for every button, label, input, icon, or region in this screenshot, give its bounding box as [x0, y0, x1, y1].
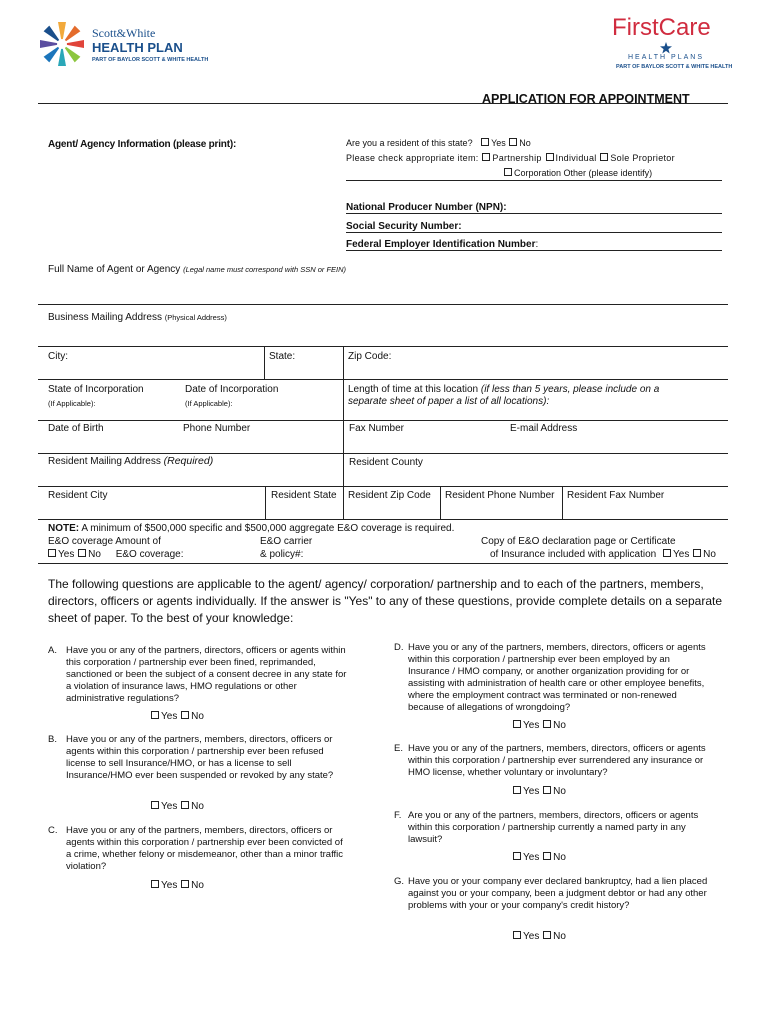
resident-state-label: Resident State [271, 490, 337, 501]
contact-row[interactable] [38, 453, 728, 454]
eo-amount-label: E&O coverage Amount of [48, 536, 161, 547]
note-row [48, 523, 454, 534]
fc-logo-line2: HEALTH PLANS [628, 54, 704, 61]
question-d-yes-label: Yes [523, 720, 540, 731]
sole-proprietor-label: Sole Proprietor [610, 153, 675, 163]
question-g-letter: G. [394, 876, 405, 887]
question-d-answer [512, 720, 566, 731]
resident-no-checkbox[interactable] [509, 138, 517, 146]
resident-city-label: Resident City [48, 490, 108, 501]
question-d-no-label: No [553, 720, 566, 731]
question-b [48, 734, 348, 782]
state-incorp-note: (If Applicable): [48, 399, 96, 408]
question-f-no-checkbox[interactable] [543, 852, 551, 860]
check-item-label: Please check appropriate item: [346, 153, 479, 163]
required-note: (Required) [163, 455, 214, 467]
fein-label: Federal Employer Identification Number [346, 239, 536, 250]
resident-phone-label: Resident Phone Number [445, 490, 555, 501]
question-c [48, 825, 348, 873]
eo-row-rule [38, 563, 728, 564]
business-address-label: Business Mailing Address [48, 312, 162, 323]
individual-checkbox[interactable] [546, 153, 554, 161]
policy-label: & policy#: [260, 549, 304, 560]
partnership-label: Partnership [492, 153, 542, 163]
divider [562, 487, 563, 519]
question-c-answer [150, 880, 204, 891]
copy-eo-no-label: No [703, 549, 716, 560]
page-title: APPLICATION FOR APPOINTMENT [482, 92, 690, 106]
fein-colon: : [535, 239, 539, 250]
question-f-answer [512, 852, 566, 863]
resident-question-text: Are you a resident of this state? [346, 138, 473, 148]
eo-carrier-label: E&O carrier [260, 536, 313, 547]
length-time-block [348, 384, 688, 408]
eo-no-label: No [88, 549, 101, 560]
question-e [394, 743, 714, 779]
question-b-yes-label: Yes [161, 801, 178, 812]
resident-yes-label: Yes [491, 138, 506, 148]
question-a-text: Have you or any of the partners, directors, officers or agents within this corporation / partnership ever been fined, reprimanded, sanctioned or been the subject of a consent decree in any state for a violation of insurance laws, HMO regulations or other administrative regulations? [66, 645, 347, 704]
agent-info-label: Agent/ Agency Information (please print): [48, 139, 237, 150]
question-c-no-label: No [191, 880, 204, 891]
copy-eo-line1: Copy of E&O declaration page or Certificate [481, 536, 676, 547]
question-g [394, 876, 714, 912]
npn-field[interactable] [346, 213, 722, 214]
full-name-field[interactable] [38, 304, 728, 305]
fein-field[interactable] [346, 250, 722, 251]
question-b-yes-checkbox[interactable] [151, 801, 159, 809]
question-f [394, 810, 714, 846]
city-state-zip-row[interactable] [38, 379, 728, 380]
question-e-yes-label: Yes [523, 786, 540, 797]
sw-logo-line2: HEALTH PLAN [92, 40, 183, 55]
state-label: State: [269, 351, 296, 362]
dob-label: Date of Birth [48, 423, 104, 434]
ssn-field[interactable] [346, 232, 722, 233]
question-g-no-label: No [553, 931, 566, 942]
resident-zip-label: Resident Zip Code [348, 490, 431, 501]
question-f-yes-label: Yes [523, 852, 540, 863]
star-icon [660, 42, 672, 54]
resident-no-label: No [519, 138, 531, 148]
question-b-letter: B. [48, 734, 57, 745]
email-label: E-mail Address [510, 423, 578, 434]
full-name-note: (Legal name must correspond with SSN or FEIN) [183, 265, 347, 274]
eo-yes-checkbox[interactable] [48, 549, 56, 557]
question-b-text: Have you or any of the partners, members, directors, officers or agents within this corporation / partnership ever been refused license to sell Insurance/HMO, or has a license to sell Insurance/HMO ever been suspended or revoked by any state? [66, 734, 334, 781]
intro-paragraph: The following questions are applicable to the agent/ agency/ corporation/ partnership and to each of the partners, members, directors, officers or agents individually. If the answer is "Yes" to any of these questions, provide complete details on a separate sheet of paper. To the best of your knowledge: [48, 577, 723, 625]
corporation-row [503, 168, 652, 178]
npn-label: National Producer Number (NPN): [346, 202, 507, 213]
copy-eo-line2-row [490, 549, 716, 560]
question-d-letter: D. [394, 642, 404, 653]
question-c-text: Have you or any of the partners, members, directors, officers or agents within this corporation / partnership ever been convicted of a crime, whether felony or misdemeanor, other than a minor traffic violation? [66, 825, 344, 872]
question-a-no-checkbox[interactable] [181, 711, 189, 719]
question-g-yes-checkbox[interactable] [513, 931, 521, 939]
date-incorp-label: Date of Incorporation [185, 384, 279, 395]
fax-label: Fax Number [349, 423, 405, 434]
city-label: City: [48, 351, 68, 362]
full-name-row [48, 264, 346, 275]
eo-yes-label: Yes [58, 549, 75, 560]
question-b-answer [150, 801, 204, 812]
question-g-text: Have you or your company ever declared bankruptcy, had a lien placed against you or your company, been a judgment debtor or had any other problems with your or your company's credit history? [408, 876, 708, 911]
question-e-no-label: No [553, 786, 566, 797]
business-address-field[interactable] [38, 346, 728, 347]
question-f-text: Are you or any of the partners, members, directors, officers or agents within this corporation / partnership currently a named party in any lawsuit? [408, 810, 699, 845]
fc-logo-line3: PART OF BAYLOR SCOTT & WHITE HEALTH [616, 64, 733, 70]
scott-white-emblem-icon [36, 18, 88, 70]
eo-coverage-label: E&O coverage: [115, 549, 184, 560]
fein-row [346, 239, 538, 250]
question-c-yes-checkbox[interactable] [151, 880, 159, 888]
question-e-letter: E. [394, 743, 403, 754]
resident-mailing-row-line[interactable] [38, 486, 728, 487]
question-a-answer [150, 711, 204, 722]
question-a-yes-checkbox[interactable] [151, 711, 159, 719]
fc-logo-line1: FirstCare [612, 14, 711, 41]
eo-no-checkbox[interactable] [78, 549, 86, 557]
question-c-yes-label: Yes [161, 880, 178, 891]
copy-eo-line2: of Insurance included with application [490, 549, 657, 560]
divider [440, 487, 441, 519]
note-label: NOTE: [48, 523, 80, 534]
question-f-letter: F. [394, 810, 402, 821]
divider [343, 347, 344, 379]
divider [343, 487, 344, 519]
firstcare-logo [600, 12, 733, 74]
question-a-letter: A. [48, 645, 57, 656]
question-f-yes-checkbox[interactable] [513, 852, 521, 860]
partnership-checkbox[interactable] [482, 153, 490, 161]
physical-address-note: (Physical Address) [164, 313, 227, 322]
state-incorp-label: State of Incorporation [48, 384, 144, 395]
zip-label: Zip Code: [348, 351, 392, 362]
question-b-no-checkbox[interactable] [181, 801, 189, 809]
resident-city-row[interactable] [38, 519, 728, 520]
divider [343, 421, 344, 453]
question-a [48, 645, 348, 705]
corporation-checkbox[interactable] [504, 168, 512, 176]
sw-logo-line1: Scott&White [92, 26, 156, 40]
divider [264, 347, 265, 379]
sw-logo-line3: PART OF BAYLOR SCOTT & WHITE HEALTH [92, 57, 209, 63]
phone-label: Phone Number [183, 423, 251, 434]
question-d-no-checkbox[interactable] [543, 720, 551, 728]
business-address-row [48, 312, 227, 323]
question-c-no-checkbox[interactable] [181, 880, 189, 888]
question-e-no-checkbox[interactable] [543, 786, 551, 794]
divider [343, 454, 344, 486]
sole-proprietor-checkbox[interactable] [600, 153, 608, 161]
corporation-rule [346, 180, 722, 181]
note-text: A minimum of $500,000 specific and $500,000 aggregate E&O coverage is required. [79, 523, 455, 534]
question-b-no-label: No [191, 801, 204, 812]
entity-type-row [346, 153, 675, 163]
full-name-label: Full Name of Agent or Agency [48, 264, 181, 275]
resident-mailing-row [48, 455, 213, 467]
divider [265, 487, 266, 519]
scott-white-logo [36, 18, 209, 72]
resident-mailing-label: Resident Mailing Address [48, 456, 161, 467]
question-c-letter: C. [48, 825, 58, 836]
question-e-text: Have you or any of the partners, members, directors, officers or agents within this corporation / partnership ever surrendered any insurance or HMO license, whether voluntary or involuntary? [408, 743, 706, 778]
question-g-yes-label: Yes [523, 931, 540, 942]
copy-eo-yes-label: Yes [673, 549, 690, 560]
question-e-yes-checkbox[interactable] [513, 786, 521, 794]
divider [343, 380, 344, 420]
question-d [394, 642, 714, 714]
length-time-label: Length of time at this location [348, 384, 479, 395]
ssn-label: Social Security Number: [346, 221, 462, 232]
question-g-no-checkbox[interactable] [543, 931, 551, 939]
copy-eo-no-checkbox[interactable] [693, 549, 701, 557]
resident-fax-label: Resident Fax Number [567, 490, 665, 501]
eo-coverage-row [48, 549, 184, 560]
question-f-no-label: No [553, 852, 566, 863]
question-a-yes-label: Yes [161, 711, 178, 722]
corporation-label: Corporation Other (please identify) [514, 168, 653, 178]
individual-label: Individual [555, 153, 597, 163]
question-g-answer [512, 931, 566, 942]
question-d-text: Have you or any of the partners, members, directors, officers or agents within this corporation / partnership ever been employed by an Insurance / HMO company, or another organization providing for or assisting with administration of health care or other employee benefits, where the employment contract was terminated or non-renewed because of allegations of wrongdoing? [408, 642, 706, 713]
length-time-note: (if less than 5 years, please include on a separate sheet of paper a list of all locations): [348, 384, 660, 407]
question-a-no-label: No [191, 711, 204, 722]
copy-eo-yes-checkbox[interactable] [663, 549, 671, 557]
question-e-answer [512, 786, 566, 797]
resident-question [346, 138, 531, 148]
resident-county-label: Resident County [349, 457, 423, 468]
date-incorp-note: (If Applicable): [185, 399, 233, 408]
resident-yes-checkbox[interactable] [481, 138, 489, 146]
incorporation-row[interactable] [38, 420, 728, 421]
question-d-yes-checkbox[interactable] [513, 720, 521, 728]
